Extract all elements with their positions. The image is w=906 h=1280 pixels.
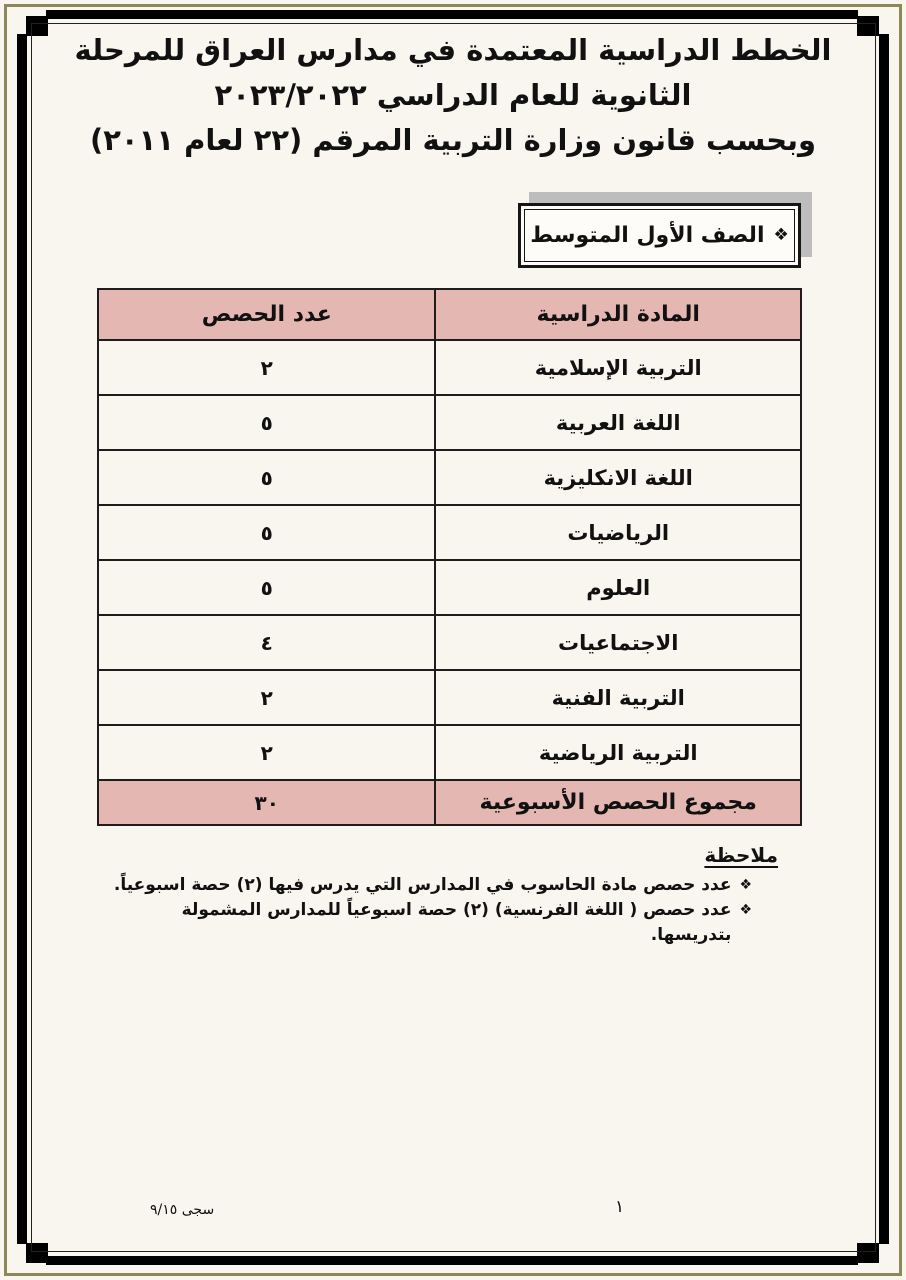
table-row [98,505,801,560]
notes-heading: ملاحظة [704,843,778,867]
subject-cell: العلوم [435,560,801,615]
column-header-count: عدد الحصص [98,289,435,340]
notes-section [100,843,778,948]
table-row [98,450,801,505]
count-cell: ٥ [98,395,435,450]
scribe-note: سجى ٩/١٥ [150,1202,215,1218]
column-header-subject: المادة الدراسية [435,289,801,340]
page-border-bar-bottom [46,1256,858,1265]
section-header-box [518,203,801,268]
diamond-bullet-icon: ❖ [739,877,752,893]
count-cell: ٢ [98,670,435,725]
table-row [98,560,801,615]
total-row [98,780,801,825]
total-label-cell: مجموع الحصص الأسبوعية [435,780,801,825]
table-row [98,670,801,725]
document-title-line-3: وبحسب قانون وزارة التربية المرقم (٢٢ لعام ٢٠١١) [89,123,817,157]
section-header-box-inner [524,209,795,262]
table-row [98,340,801,395]
count-cell: ٢ [98,725,435,780]
note-text: عدد حصص ( اللغة الفرنسية) (٢) حصة اسبوعياً للمدارس المشمولة بتدريسها. [181,900,732,945]
note-item [100,873,778,898]
table-row [98,615,801,670]
count-cell: ٢ [98,340,435,395]
count-cell: ٤ [98,615,435,670]
table-row [98,395,801,450]
section-title: الصف الأول المتوسط [530,223,765,248]
subject-cell: التربية الرياضية [435,725,801,780]
document-title-line-1: الخطط الدراسية المعتمدة في مدارس العراق للمرحلة [74,33,832,67]
table-row [98,725,801,780]
page-number: ١ [615,1197,625,1217]
subject-cell: اللغة الانكليزية [435,450,801,505]
diamond-bullet-icon: ❖ [739,902,752,918]
subject-cell: اللغة العربية [435,395,801,450]
subject-cell: الرياضيات [435,505,801,560]
page-border-bar-right [879,34,889,1244]
total-count-cell: ٣٠ [98,780,435,825]
page-border-bar-top [46,10,858,19]
table-header-row [98,289,801,340]
document-title-line-2: الثانوية للعام الدراسي ٢٠٢٣/٢٠٢٢ [214,78,692,112]
subject-cell: التربية الفنية [435,670,801,725]
subject-cell: التربية الإسلامية [435,340,801,395]
curriculum-table [97,288,802,826]
section-header [518,203,801,268]
count-cell: ٥ [98,450,435,505]
diamond-bullet-icon: ❖ [773,225,789,245]
note-item [100,898,778,948]
count-cell: ٥ [98,560,435,615]
page-border-bar-left [17,34,27,1244]
count-cell: ٥ [98,505,435,560]
document-title [70,28,836,163]
note-text: عدد حصص مادة الحاسوب في المدارس التي يدرس فيها (٢) حصة اسبوعياً. [113,875,732,895]
subject-cell: الاجتماعيات [435,615,801,670]
